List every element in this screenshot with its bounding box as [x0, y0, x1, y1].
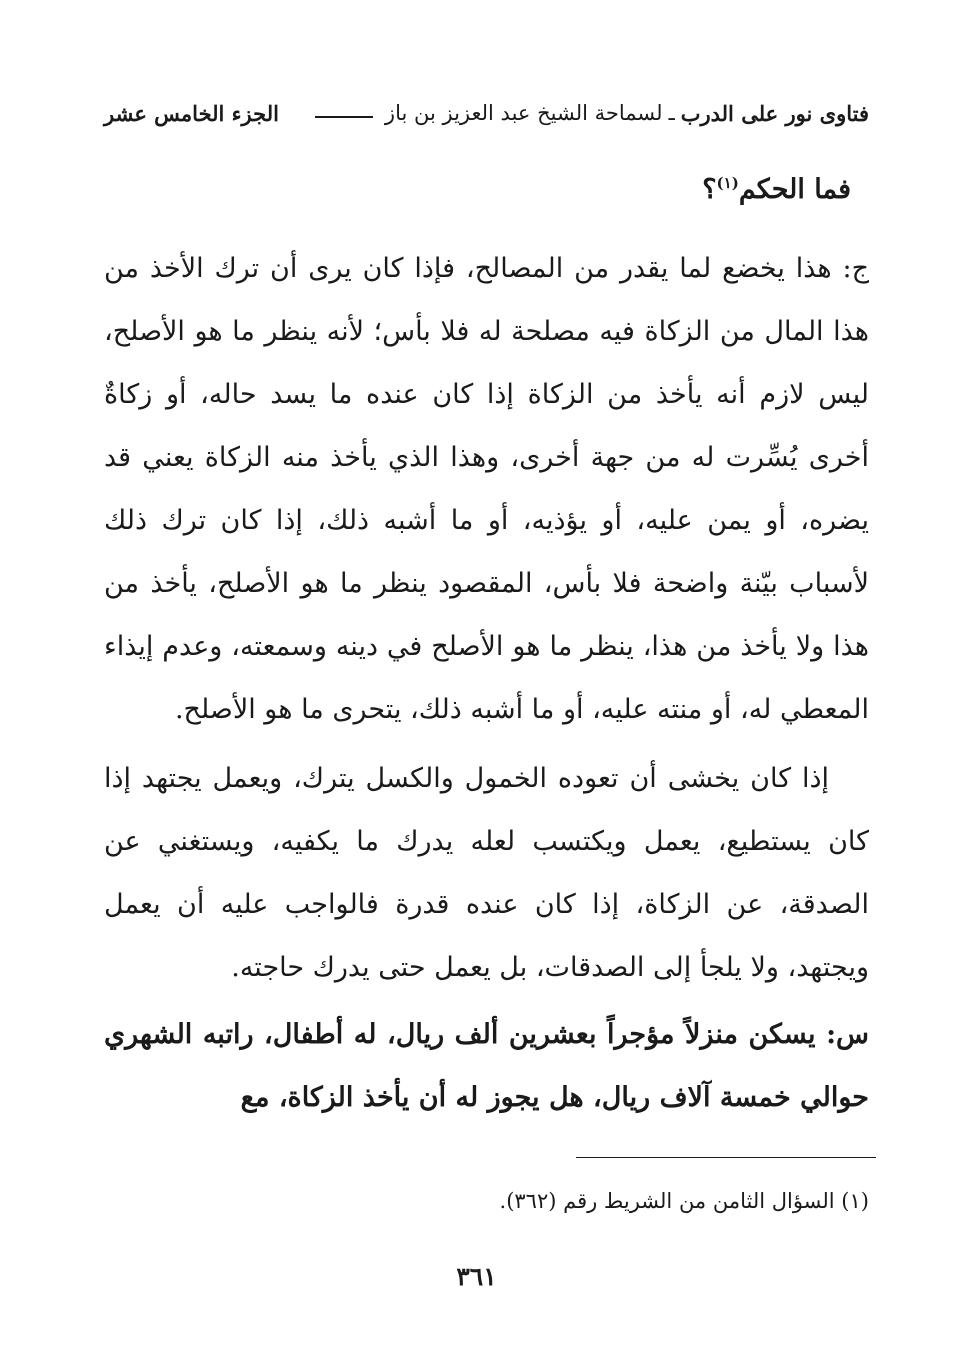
- footnote: (١) السؤال الثامن من الشريط رقم (٣٦٢).: [499, 1189, 869, 1213]
- answer-paragraph: ج: هذا يخضع لما يقدر من المصالح، فإذا كان يرى أن ترك الأخذ من هذا المال من الزكاة فيه مصلحة له فلا بأس؛ لأنه ينظر ما هو الأصلح، ليس لازم أنه يأخذ من الزكاة إذا كان عنده ما يسد حاله، أو زكاةٌ أخرى يُسِّرت له من جهة أخرى، وهذا الذي يأخذ منه الزكاة يعني قد يضره، أو يمن عليه، أو يؤذيه، أو ما أشبه ذلك، إذا كان ترك ذلك لأسباب بيّنة واضحة فلا بأس، المقصود ينظر ما هو الأصلح، يأخذ من هذا ولا يأخذ من هذا، ينظر ما هو الأصلح في دينه وسمعته، وعدم إيذاء المعطي له، أو منته عليه، أو ما أشبه ذلك، يتحرى ما هو الأصلح.: [104, 253, 869, 725]
- question-mark: ؟: [702, 174, 717, 205]
- running-header-title-group: [309, 101, 869, 126]
- question-tail-text: فما الحكم: [738, 174, 851, 205]
- header-dash: ـ: [668, 101, 675, 125]
- part-label: الجزء الخامس عشر: [104, 100, 279, 126]
- running-header: [104, 96, 869, 130]
- page-number: ٣٦١: [456, 1262, 497, 1291]
- second-paragraph: إذا كان يخشى أن تعوده الخمول والكسل يترك، ويعمل يجتهد إذا كان يستطيع، يعمل ويكتسب لعله يدرك ما يكفيه، ويستغني عن الصدقة، عن الزكاة، إذا كان عنده قدرة فالواجب عليه أن يعمل ويجتهد، ولا يلجأ إلى الصدقات، بل يعمل حتى يدرك حاجته.: [104, 763, 869, 983]
- author-name: لسماحة الشيخ عبد العزيز بن باز: [384, 101, 663, 125]
- book-title: فتاوى نور على الدرب: [680, 100, 869, 126]
- footnote-separator: [576, 1157, 876, 1158]
- next-question: س: يسكن منزلاً مؤجراً بعشرين ألف ريال، له أطفال، راتبه الشهري حوالي خمسة آلاف ريال، هل يجوز له أن يأخذ الزكاة، مع: [104, 1019, 869, 1113]
- header-rule: [315, 116, 373, 118]
- footnote-reference: (١): [716, 174, 739, 192]
- question-tail: [104, 158, 851, 221]
- body-text: [104, 158, 869, 1129]
